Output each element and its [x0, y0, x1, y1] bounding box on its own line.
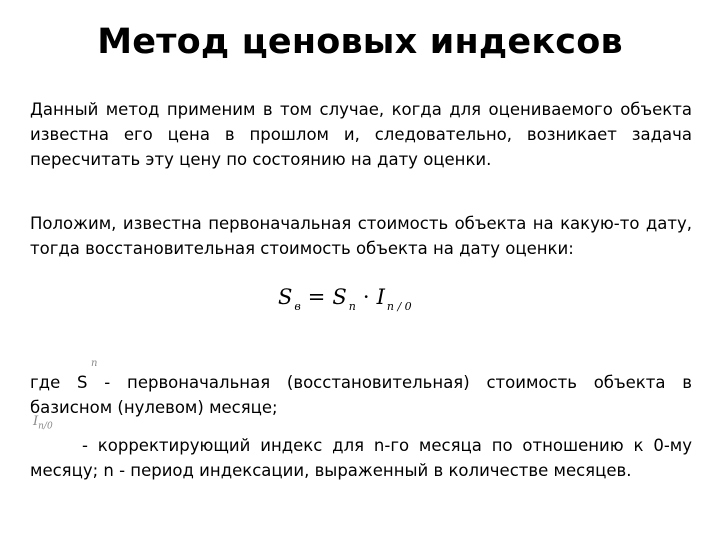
formula-multiply: · — [362, 285, 370, 309]
formula-equals: = — [307, 285, 326, 309]
missing-index-subscript: n/0 — [38, 421, 53, 432]
restoration-cost-formula — [278, 285, 412, 313]
formula-lhs: S — [278, 285, 293, 309]
missing-subscript-n: n — [91, 358, 98, 369]
slide-title: Метод ценовых индексов — [97, 22, 623, 62]
formula-index: I — [376, 285, 385, 309]
paragraph-assumption: Положим, известна первоначальная стоимость объекта на какую-то дату, тогда восстановительная стоимость объекта на дату оценки: — [30, 214, 692, 258]
missing-index-letter: I — [33, 414, 39, 429]
paragraph-method-description: Данный метод применим в том случае, когда для оцениваемого объекта известна его цена в прошлом и, следовательно, возникает задача пересчитать эту цену по состоянию на дату оценки. — [30, 100, 692, 169]
formula-initial-cost-subscript: n — [348, 300, 356, 313]
formula-lhs-subscript: в — [294, 300, 301, 313]
index-definition-text: - корректирующий индекс для n-го месяца по отношению к 0-му месяцу; n - период индексации, выраженный в количестве месяцев. — [30, 436, 692, 480]
paragraph-index-definition — [30, 433, 692, 483]
missing-index-symbol — [33, 414, 53, 432]
formula-initial-cost: S — [332, 285, 347, 309]
paragraph-initial-cost-definition: где S - первоначальная (восстановительная) стоимость объекта в базисном (нулевом) месяце; — [30, 373, 692, 417]
formula-index-subscript: n / 0 — [386, 300, 412, 313]
